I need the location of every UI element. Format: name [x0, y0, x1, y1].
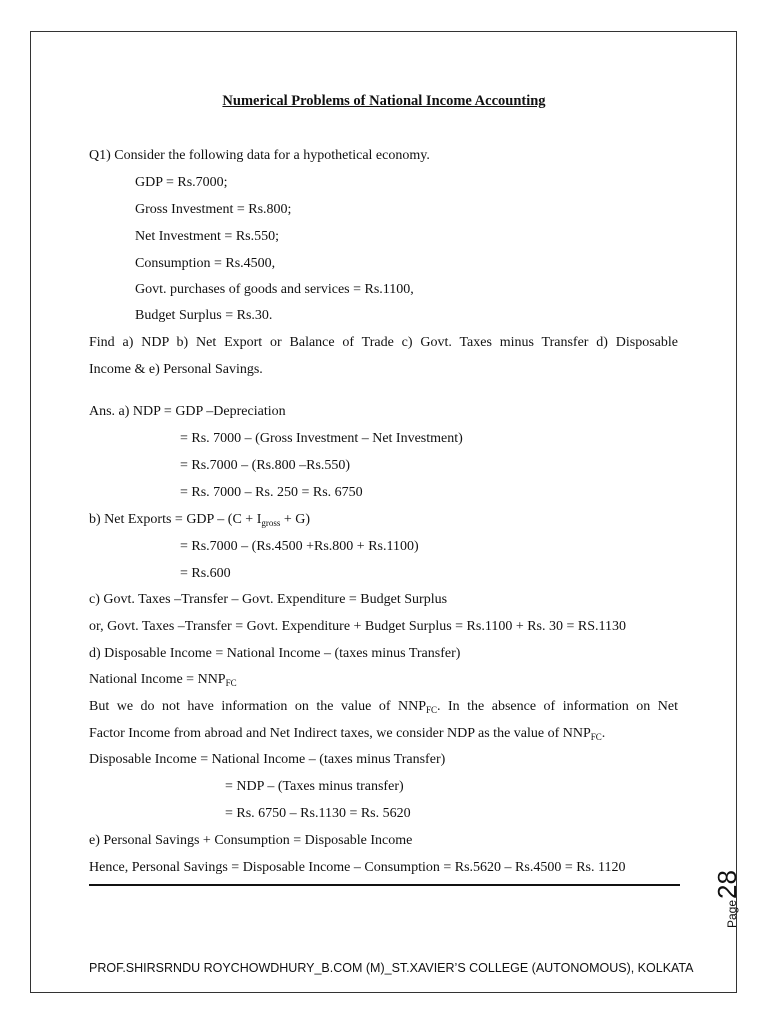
answer-a-line-3: = Rs.7000 – (Rs.800 –Rs.550): [180, 458, 351, 473]
answer-b-line-2: = Rs.7000 – (Rs.4500 +Rs.800 + Rs.1100): [180, 539, 419, 554]
fc-subscript: FC: [225, 678, 237, 688]
answer-b-line-1-text: b) Net Exports = GDP – (C + I: [89, 512, 262, 527]
answer-b-line-3: = Rs.600: [180, 566, 231, 581]
answer-e-line-2: Hence, Personal Savings = Disposable Income – Consumption = Rs.5620 – Rs.4500 = Rs. 1120: [89, 860, 626, 875]
find-line-1: Find a) NDP b) Net Export or Balance of Trade c) Govt. Taxes minus Transfer d) Disposable: [89, 335, 678, 350]
answer-d-line-4-end: .: [601, 726, 606, 741]
answer-d-line-3-end: . In the absence of information on Net: [437, 699, 678, 714]
answer-d-line-5: Disposable Income = National Income – (taxes minus Transfer): [89, 752, 446, 767]
page-number-value: 28: [712, 870, 742, 899]
answer-b-line-1-end: + G): [280, 512, 311, 527]
horizontal-rule: [89, 884, 680, 886]
answer-d-line-3: [89, 698, 678, 716]
answer-d-line-4: [89, 725, 605, 743]
data-net-investment: Net Investment = Rs.550;: [135, 229, 279, 244]
answer-a-line-1: Ans. a) NDP = GDP –Depreciation: [89, 404, 286, 419]
answer-d-line-7: = Rs. 6750 – Rs.1130 = Rs. 5620: [225, 806, 411, 821]
answer-d-line-3-text: But we do not have information on the value of NNP: [89, 699, 426, 714]
page-label: Page: [725, 899, 739, 928]
answer-d-line-2-text: National Income = NNP: [89, 672, 226, 687]
fc-subscript: FC: [590, 732, 602, 742]
page-number: [712, 862, 742, 928]
answer-c-line-1: c) Govt. Taxes –Transfer – Govt. Expenditure = Budget Surplus: [89, 592, 448, 607]
answer-a-line-2: = Rs. 7000 – (Gross Investment – Net Investment): [180, 431, 463, 446]
answer-a-line-4: = Rs. 7000 – Rs. 250 = Rs. 6750: [180, 485, 363, 500]
find-line-2: Income & e) Personal Savings.: [89, 362, 263, 377]
data-budget-surplus: Budget Surplus = Rs.30.: [135, 308, 273, 323]
answer-b-line-1: [89, 511, 310, 529]
answer-c-line-2: or, Govt. Taxes –Transfer = Govt. Expenditure + Budget Surplus = Rs.1100 + Rs. 30 = RS.1130: [89, 619, 627, 634]
answer-d-line-4-text: Factor Income from abroad and Net Indirect taxes, we consider NDP as the value of NNP: [89, 726, 591, 741]
footer-text: PROF.SHIRSRNDU ROYCHOWDHURY_B.COM (M)_ST.XAVIER’S COLLEGE (AUTONOMOUS), KOLKATA: [89, 961, 694, 975]
question-intro: Q1) Consider the following data for a hypothetical economy.: [89, 148, 430, 163]
answer-d-line-2: [89, 671, 237, 689]
gross-subscript: gross: [261, 518, 281, 528]
answer-e-line-1: e) Personal Savings + Consumption = Disposable Income: [89, 833, 413, 848]
page-title: Numerical Problems of National Income Accounting: [222, 93, 546, 109]
answer-d-line-6: = NDP – (Taxes minus transfer): [225, 779, 404, 794]
data-gdp: GDP = Rs.7000;: [135, 175, 228, 190]
data-consumption: Consumption = Rs.4500,: [135, 256, 276, 271]
fc-subscript: FC: [425, 705, 437, 715]
data-gross-investment: Gross Investment = Rs.800;: [135, 202, 292, 217]
data-govt-purchases: Govt. purchases of goods and services = Rs.1100,: [135, 282, 414, 297]
answer-d-line-1: d) Disposable Income = National Income – (taxes minus Transfer): [89, 646, 461, 661]
